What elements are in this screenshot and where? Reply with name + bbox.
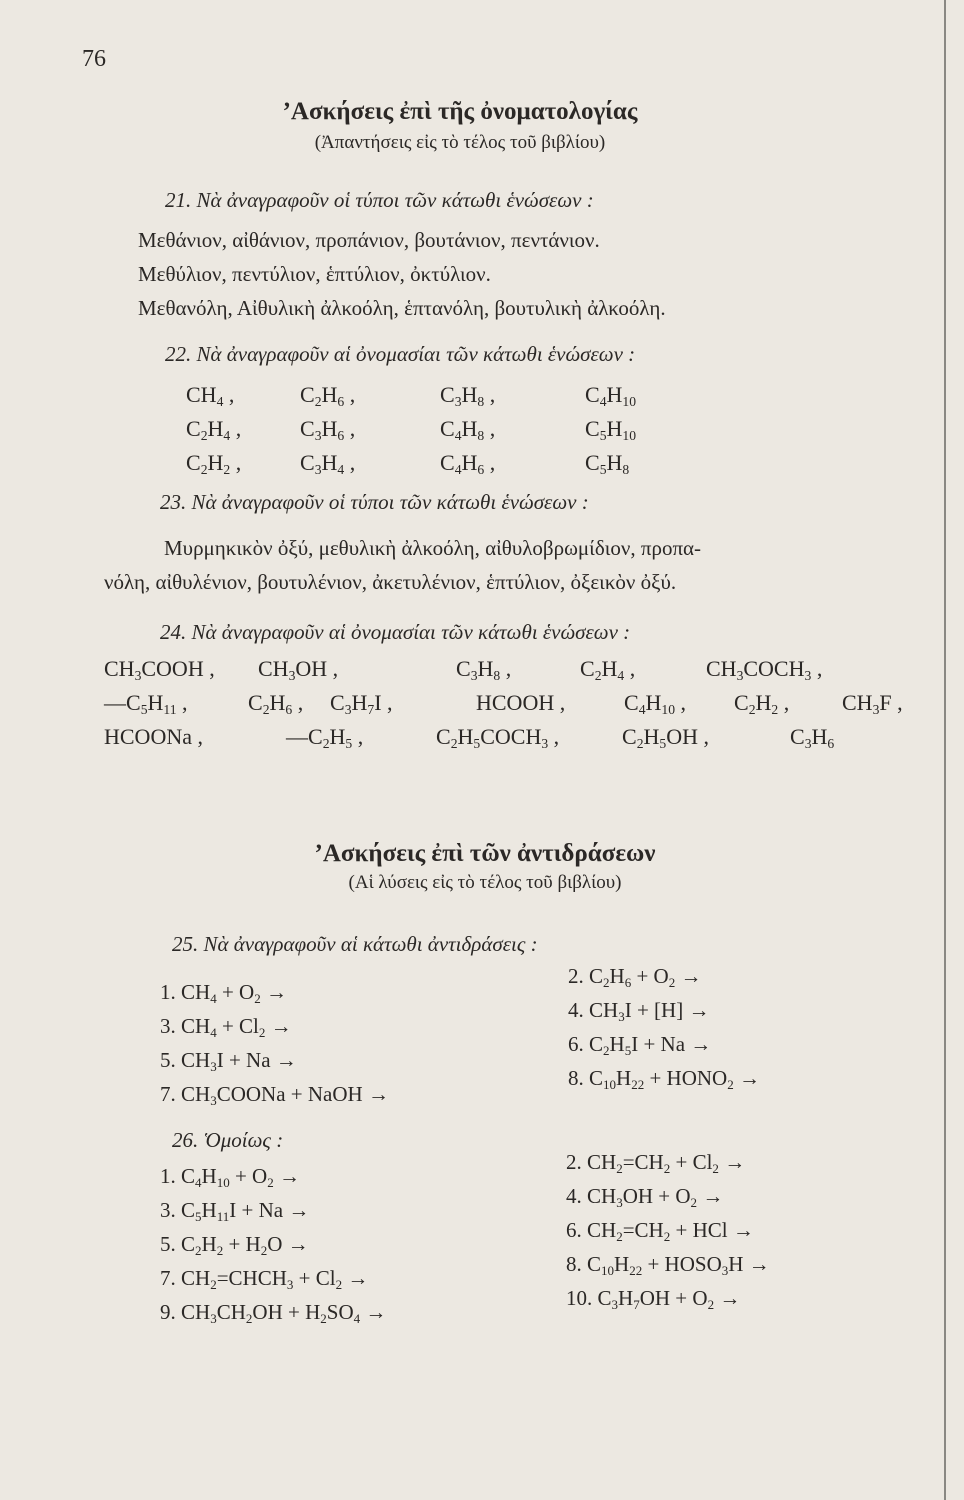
formula: $—C_2H_5$ ,	[286, 724, 364, 752]
formula: $C_3H_4$ ,	[300, 450, 356, 478]
reaction-item: 9. $CH_3CH_2OH + H_2SO_4$ →	[160, 1300, 387, 1326]
formula: $C_5H_8$	[585, 450, 630, 478]
reaction-item: 2. $CH_2=CH_2 + Cl_2$ →	[566, 1150, 746, 1176]
exercise-21-line: Μεθανόλη, Αἰθυλικὴ ἀλκοόλη, ἑπτανόλη, βουτυλικὴ ἀλκοόλη.	[138, 296, 666, 320]
exercise-22-prompt: 22. Νὰ ἀναγραφοῦν αἱ ὀνομασίαι τῶν κάτωθι ἑνώσεων :	[165, 342, 636, 366]
formula: $C_2H_4$ ,	[186, 416, 242, 444]
reaction-item: 7. $CH_2=CHCH_3 + Cl_2$ →	[160, 1266, 369, 1292]
reaction-item: 6. $CH_2=CH_2$ + HCl →	[566, 1218, 754, 1244]
exercise-26-prompt: 26. Ὁμοίως :	[172, 1128, 284, 1152]
formula: $C_2H_6$ ,	[248, 690, 304, 718]
exercise-21-prompt: 21. Νὰ ἀναγραφοῦν οἱ τύποι τῶν κάτωθι ἑνώσεων :	[165, 188, 594, 212]
exercise-24-prompt: 24. Νὰ ἀναγραφοῦν αἱ ὀνομασίαι τῶν κάτωθι ἑνώσεων :	[160, 620, 631, 644]
section-subtitle-solutions: (Αἱ λύσεις εἰς τὸ τέλος τοῦ βιβλίου)	[348, 872, 622, 893]
formula: $C_2H_5COCH_3$ ,	[436, 724, 560, 752]
page-edge	[944, 0, 946, 1500]
exercise-23-line: νόλη, αἰθυλένιον, βουτυλένιον, ἀκετυλένιον, ἑπτύλιον, ὀξεικὸν ὀξύ.	[104, 570, 677, 594]
formula: $C_2H_6$ ,	[300, 382, 356, 410]
formula: $C_2H_4$ ,	[580, 656, 636, 684]
formula: $C_2H_2$ ,	[186, 450, 242, 478]
formula: $CH_4$ ,	[186, 382, 235, 410]
formula: $C_4H_8$ ,	[440, 416, 496, 444]
formula: HCOOH ,	[476, 690, 566, 715]
formula: $C_3H_7I$ ,	[330, 690, 393, 718]
formula: $C_3H_6$ ,	[300, 416, 356, 444]
reaction-item: 5. $C_2H_2 + H_2O$ →	[160, 1232, 309, 1258]
section-subtitle-answers: (Ἀπαντήσεις εἰς τὸ τέλος τοῦ βιβλίου)	[314, 132, 606, 153]
formula: $CH_3OH$ ,	[258, 656, 339, 684]
reaction-item: 1. $C_4H_{10} + O_2$ →	[160, 1164, 300, 1190]
exercise-21-line: Μεθάνιον, αἰθάνιον, προπάνιον, βουτάνιον, πεντάνιον.	[138, 228, 600, 252]
reaction-item: 1. $CH_4 + O_2$ →	[160, 980, 287, 1006]
formula: $C_4H_{10}$	[585, 382, 637, 410]
exercise-23-prompt: 23. Νὰ ἀναγραφοῦν οἱ τύποι τῶν κάτωθι ἑνώσεων :	[160, 490, 589, 514]
section-title-nomenclature: ’Ασκήσεις ἐπὶ τῆς ὀνοματολογίας	[282, 98, 638, 125]
exercise-21-line: Μεθύλιον, πεντύλιον, ἑπτύλιον, ὀκτύλιον.	[138, 262, 491, 286]
reaction-item: 6. $C_2H_5I + Na$ →	[568, 1032, 712, 1058]
formula: $C_5H_{10}$	[585, 416, 637, 444]
reaction-item: 3. $CH_4 + Cl_2$ →	[160, 1014, 292, 1040]
reaction-item: 7. $CH_3COONa$ + NaOH →	[160, 1082, 389, 1108]
reaction-item: 4. $CH_3OH + O_2$ →	[566, 1184, 724, 1210]
page-number: 76	[82, 46, 106, 72]
section-title-reactions: ’Ασκήσεις ἐπὶ τῶν ἀντιδράσεων	[314, 840, 656, 867]
formula: $C_4H_6$ ,	[440, 450, 496, 478]
reaction-item: 8. $C_{10}H_{22}$ + $HOSO_3H$ →	[566, 1252, 770, 1278]
exercise-23-line: Μυρμηκικὸν ὀξύ, μεθυλικὴ ἀλκοόλη, αἰθυλοβρωμίδιον, προπα-	[164, 536, 702, 560]
formula: $CH_3COCH_3$ ,	[706, 656, 823, 684]
formula: $C_3H_6$	[790, 724, 835, 752]
formula: $C_3H_8$ ,	[456, 656, 512, 684]
formula: $CH_3F$ ,	[842, 690, 903, 718]
reaction-item: 3. $C_5H_{11}I + Na$ →	[160, 1198, 310, 1224]
exercise-25-prompt: 25. Νὰ ἀναγραφοῦν αἱ κάτωθι ἀντιδράσεις :	[172, 932, 538, 956]
formula: $C_2H_2$ ,	[734, 690, 790, 718]
reaction-item: 5. $CH_3I + Na$ →	[160, 1048, 297, 1074]
formula: $C_3H_8$ ,	[440, 382, 496, 410]
reaction-item: 8. $C_{10}H_{22}$ + $HONO_2$ →	[568, 1066, 760, 1092]
reaction-item: 10. $C_3H_7OH + O_2$ →	[566, 1286, 741, 1312]
formula: $C_2H_5OH$ ,	[622, 724, 709, 752]
formula: HCOONa ,	[104, 724, 203, 749]
reaction-item: 2. $C_2H_6 + O_2$ →	[568, 964, 702, 990]
formula: $C_4H_{10}$ ,	[624, 690, 687, 718]
formula: $—C_5H_{11}$ ,	[104, 690, 188, 718]
reaction-item: 4. $CH_3I + [H]$ →	[568, 998, 710, 1024]
formula: $CH_3COOH$ ,	[104, 656, 215, 684]
